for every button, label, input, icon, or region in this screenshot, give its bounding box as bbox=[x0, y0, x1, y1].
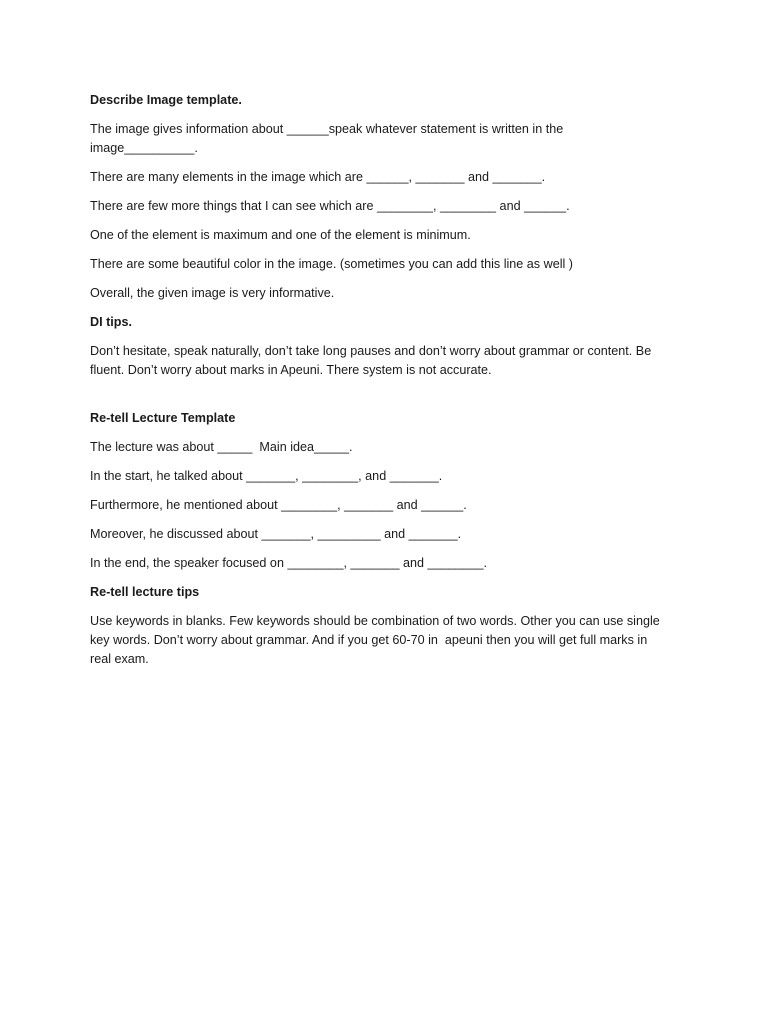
retell-lecture-line-4: Moreover, he discussed about _______, _________ and _______. bbox=[90, 527, 462, 541]
describe-image-line-6: Overall, the given image is very informative. bbox=[90, 286, 335, 300]
describe-image-heading: Describe Image template. bbox=[90, 93, 242, 107]
describe-image-line-3: There are few more things that I can see which are ________, ________ and ______. bbox=[90, 199, 570, 213]
retell-lecture-line-3: Furthermore, he mentioned about ________, _______ and ______. bbox=[90, 498, 467, 512]
document-page bbox=[90, 91, 690, 679]
describe-image-line-5: There are some beautiful color in the image. (sometimes you can add this line as well ) bbox=[90, 257, 573, 271]
describe-image-line-2: There are many elements in the image which are ______, _______ and _______. bbox=[90, 170, 546, 184]
retell-tips-text: Use keywords in blanks. Few keywords should be combination of two words. Other you can use single key words. Don’t worry about grammar. And if you get 60-70 in apeuni then you will get full marks in real exam. bbox=[90, 614, 664, 666]
describe-image-line-1: The image gives information about ______speak whatever statement is written in the image__________. bbox=[90, 122, 567, 155]
retell-lecture-line-5: In the end, the speaker focused on ________, _______ and ________. bbox=[90, 556, 488, 570]
describe-image-line-4: One of the element is maximum and one of the element is minimum. bbox=[90, 228, 471, 242]
di-tips-text: Don’t hesitate, speak naturally, don’t take long pauses and don’t worry about grammar or content. Be fluent. Don’t worry about marks in Apeuni. There system is not accurate. bbox=[90, 344, 655, 377]
retell-lecture-line-1: The lecture was about _____ Main idea_____. bbox=[90, 440, 353, 454]
retell-lecture-heading: Re-tell Lecture Template bbox=[90, 411, 236, 425]
retell-tips-heading: Re-tell lecture tips bbox=[90, 585, 200, 599]
section-spacer bbox=[90, 390, 690, 409]
retell-lecture-line-2: In the start, he talked about _______, ________, and _______. bbox=[90, 469, 443, 483]
di-tips-heading: DI tips. bbox=[90, 315, 132, 329]
